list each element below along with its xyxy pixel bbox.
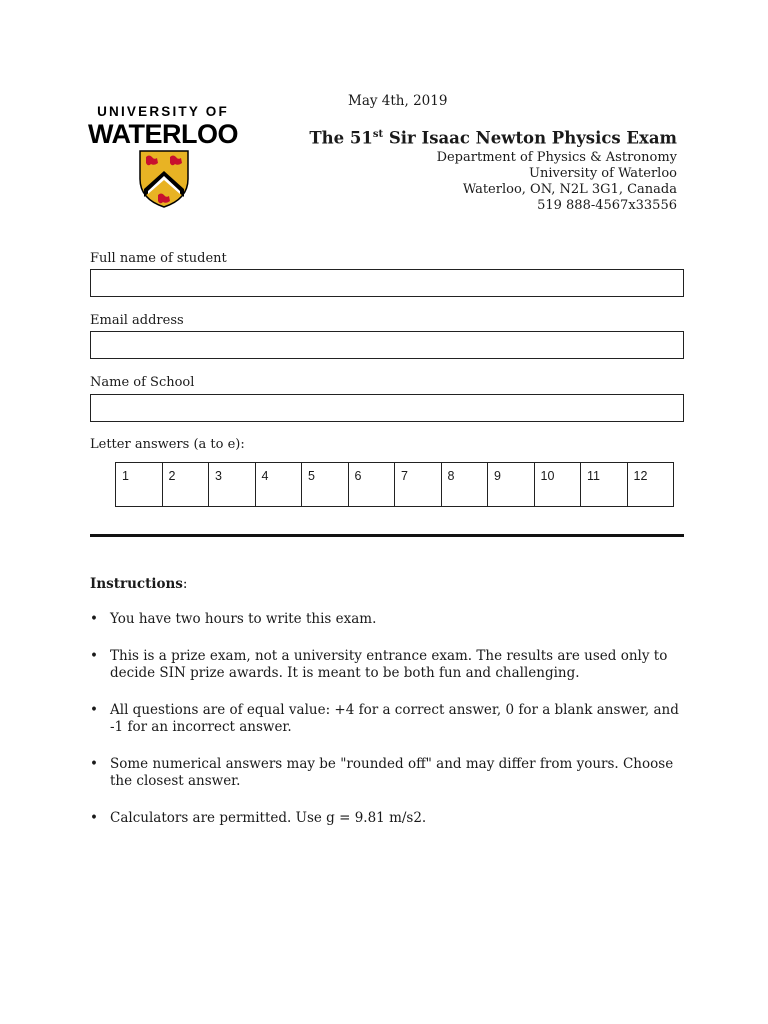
exam-title: [309, 124, 677, 150]
bullet-icon: •: [90, 755, 98, 772]
university-name: University of Waterloo: [529, 165, 677, 181]
address-city: Waterloo, ON, N2L 3G1, Canada: [462, 181, 677, 197]
list-item: [90, 810, 680, 828]
instruction-text: Calculators are permitted. Use g = 9.81 m/s2.: [110, 809, 427, 826]
answer-cell-8[interactable]: 8: [442, 463, 489, 506]
bullet-icon: •: [90, 647, 98, 664]
divider-rule: [90, 534, 684, 537]
department: Department of Physics & Astronomy: [436, 149, 677, 165]
answer-cell-6[interactable]: 6: [349, 463, 396, 506]
answer-cell-4[interactable]: 4: [256, 463, 303, 506]
answer-cell-2[interactable]: 2: [163, 463, 210, 506]
list-item: [90, 611, 680, 629]
phone-number: 519 888-4567x33556: [537, 197, 677, 213]
answer-grid: [115, 462, 674, 507]
bullet-icon: •: [90, 611, 98, 627]
list-item: [90, 702, 680, 737]
answer-cell-3[interactable]: 3: [209, 463, 256, 506]
student-name-field[interactable]: [90, 269, 684, 297]
answer-cell-1[interactable]: 1: [116, 463, 163, 506]
answers-label: Letter answers (a to e):: [90, 437, 245, 452]
bullet-icon: •: [90, 809, 98, 826]
instruction-text: Some numerical answers may be "rounded off" and may differ from yours. Choose the closest answer.: [110, 755, 674, 789]
logo-university-of: UNIVERSITY OF: [97, 104, 229, 119]
instruction-text: You have two hours to write this exam.: [110, 611, 377, 627]
title-suffix: Sir Isaac Newton Physics Exam: [383, 128, 677, 148]
crest-shield-icon: [138, 149, 190, 209]
logo-waterloo: WATERLOO: [88, 119, 238, 149]
instruction-text: All questions are of equal value: +4 for a correct answer, 0 for a blank answer, and -1 for an incorrect answer.: [110, 701, 679, 735]
school-field[interactable]: [90, 394, 684, 422]
answer-cell-12[interactable]: 12: [628, 463, 675, 506]
title-prefix: The 51: [309, 128, 373, 148]
title-ordinal: st: [372, 129, 384, 140]
instructions-colon: :: [182, 576, 188, 592]
answer-cell-9[interactable]: 9: [488, 463, 535, 506]
school-label: Name of School: [90, 375, 195, 390]
list-item: [90, 648, 680, 683]
university-logo: [88, 104, 238, 148]
list-item: [90, 756, 680, 791]
bullet-icon: •: [90, 701, 98, 718]
email-field[interactable]: [90, 331, 684, 359]
answer-cell-10[interactable]: 10: [535, 463, 582, 506]
instructions-title: Instructions: [90, 576, 183, 592]
answer-cell-11[interactable]: 11: [581, 463, 628, 506]
answer-cell-7[interactable]: 7: [395, 463, 442, 506]
instructions-list: [90, 611, 680, 846]
instruction-text: This is a prize exam, not a university entrance exam. The results are used only to decide SIN prize awards. It is meant to be both fun and challenging.: [110, 647, 668, 681]
instructions-heading: [90, 576, 187, 592]
student-name-label: Full name of student: [90, 251, 227, 266]
answer-cell-5[interactable]: 5: [302, 463, 349, 506]
exam-header: [309, 124, 677, 214]
email-label: Email address: [90, 313, 184, 328]
exam-date: May 4th, 2019: [348, 93, 448, 109]
